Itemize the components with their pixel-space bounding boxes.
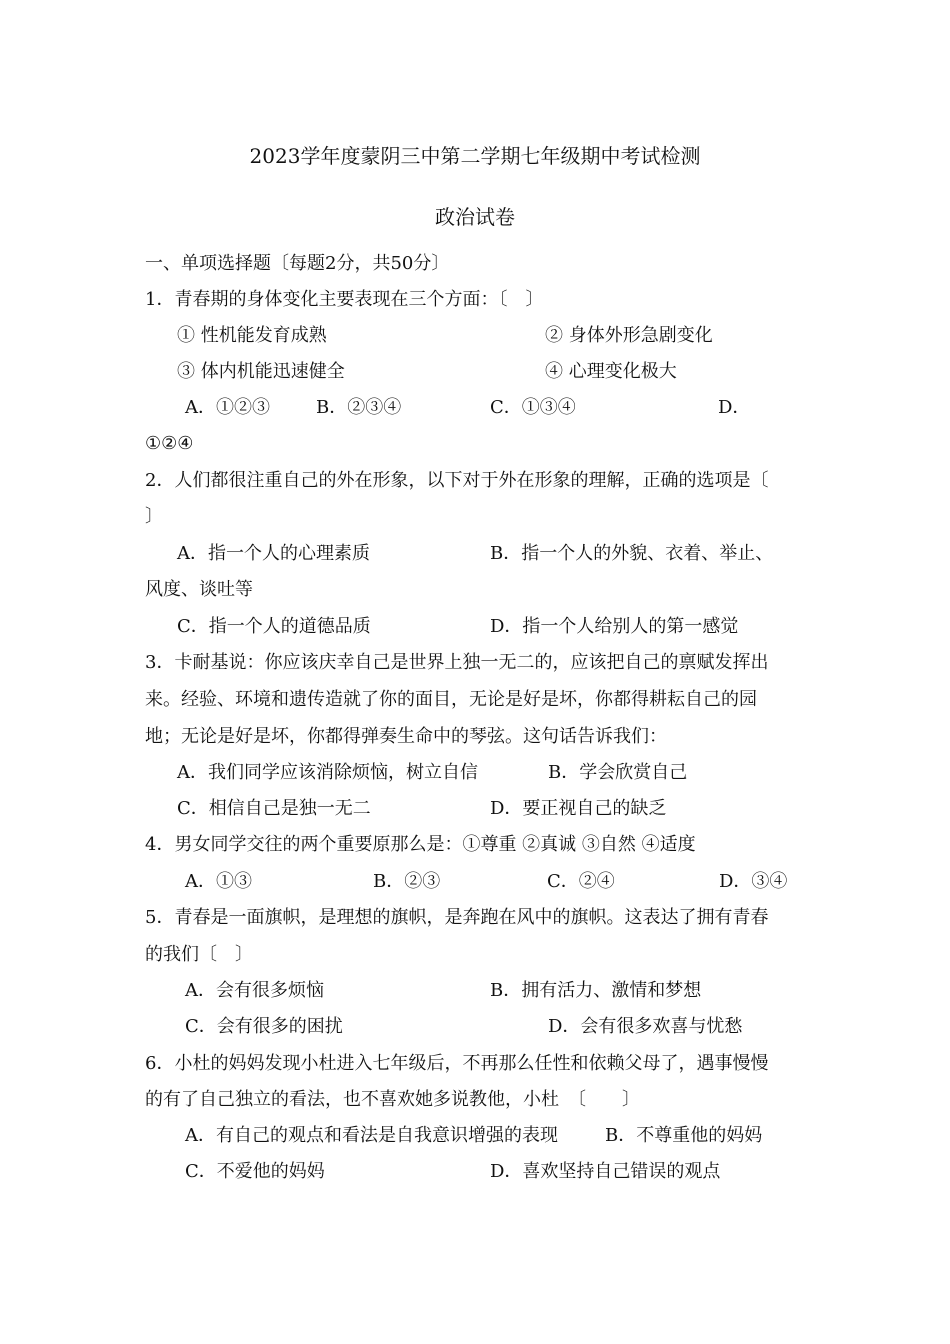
question-6-option-a: A．有自己的观点和看法是自我意识增强的表现: [185, 1125, 558, 1146]
question-4-option-d: D．③④: [719, 871, 788, 892]
question-6-stem-line-1: 6．小杜的妈妈发现小杜进入七年级后，不再那么任性和依赖父母了，遇事慢慢: [145, 1053, 769, 1074]
question-2-option-c: C．指一个人的道德品质: [177, 616, 371, 637]
question-1-item-4: ④ 心理变化极大: [545, 361, 677, 382]
question-1-item-1: ① 性机能发育成熟: [177, 325, 327, 346]
question-3-stem-line-3: 地；无论是好是坏，你都得弹奏生命中的琴弦。这句话告诉我们：: [145, 726, 667, 747]
question-3-option-c: C．相信自己是独一无二: [177, 798, 371, 819]
question-5-option-d: D．会有很多欢喜与忧愁: [548, 1016, 743, 1037]
question-5-stem-line-2: 的我们〔 〕: [145, 944, 253, 965]
question-2-stem-line-1: 2．人们都很注重自己的外在形象，以下对于外在形象的理解，正确的选项是〔: [145, 470, 769, 491]
question-1-option-b: B．②③④: [316, 397, 402, 418]
question-1-item-2: ② 身体外形急剧变化: [545, 325, 713, 346]
question-2-option-b-cont: 风度、谈吐等: [145, 579, 253, 600]
question-2-option-d: D．指一个人给别人的第一感觉: [490, 616, 739, 637]
question-4-option-a: A．①③: [185, 871, 252, 892]
question-6-stem-line-2: 的有了自己独立的看法，也不喜欢她多说教他，小杜 〔 〕: [145, 1089, 640, 1110]
question-6-option-d: D．喜欢坚持自己错误的观点: [490, 1161, 721, 1182]
question-5-option-c: C．会有很多的困扰: [185, 1016, 343, 1037]
section-heading: 一、单项选择题〔每题2分，共50分〕: [145, 253, 450, 274]
question-6-option-c: C．不爱他的妈妈: [185, 1161, 325, 1182]
question-2-option-a: A．指一个人的心理素质: [177, 543, 370, 564]
question-4-option-b: B．②③: [373, 871, 441, 892]
question-5-stem-line-1: 5．青春是一面旗帜，是理想的旗帜，是奔跑在风中的旗帜。这表达了拥有青春: [145, 907, 769, 928]
question-1-stem: 1．青春期的身体变化主要表现在三个方面：〔 〕: [145, 289, 544, 310]
question-1-option-c: C．①③④: [490, 397, 576, 418]
question-1-option-a: A．①②③: [185, 397, 270, 418]
question-3-option-d: D．要正视自己的缺乏: [490, 798, 667, 819]
question-3-stem-line-1: 3．卡耐基说：你应该庆幸自己是世界上独一无二的，应该把自己的禀赋发挥出: [145, 652, 769, 673]
exam-subtitle: 政治试卷: [435, 205, 515, 229]
question-3-option-a: A．我们同学应该消除烦恼，树立自信: [177, 762, 478, 783]
question-3-option-b: B．学会欣赏自己: [548, 762, 688, 783]
question-1-item-3: ③ 体内机能迅速健全: [177, 361, 345, 382]
question-2-stem-line-2: 〕: [145, 506, 163, 527]
question-5-option-a: A．会有很多烦恼: [185, 980, 324, 1001]
question-4-option-c: C．②④: [547, 871, 615, 892]
question-6-option-b: B．不尊重他的妈妈: [605, 1125, 763, 1146]
question-5-option-b: B．拥有活力、激情和梦想: [490, 980, 702, 1001]
question-4-stem: 4．男女同学交往的两个重要原那么是：①尊重 ②真诚 ③自然 ④适度: [145, 834, 696, 855]
question-1-option-d: D．: [718, 397, 751, 418]
exam-title: 2023学年度蒙阴三中第二学期七年级期中考试检测: [249, 144, 701, 168]
question-2-option-b: B．指一个人的外貌、衣着、举止、: [490, 543, 774, 564]
question-3-stem-line-2: 来。经验、环境和遗传造就了你的面目，无论是好是坏，你都得耕耘自己的园: [145, 689, 757, 710]
question-1-option-d-value: ①②④: [145, 433, 194, 454]
